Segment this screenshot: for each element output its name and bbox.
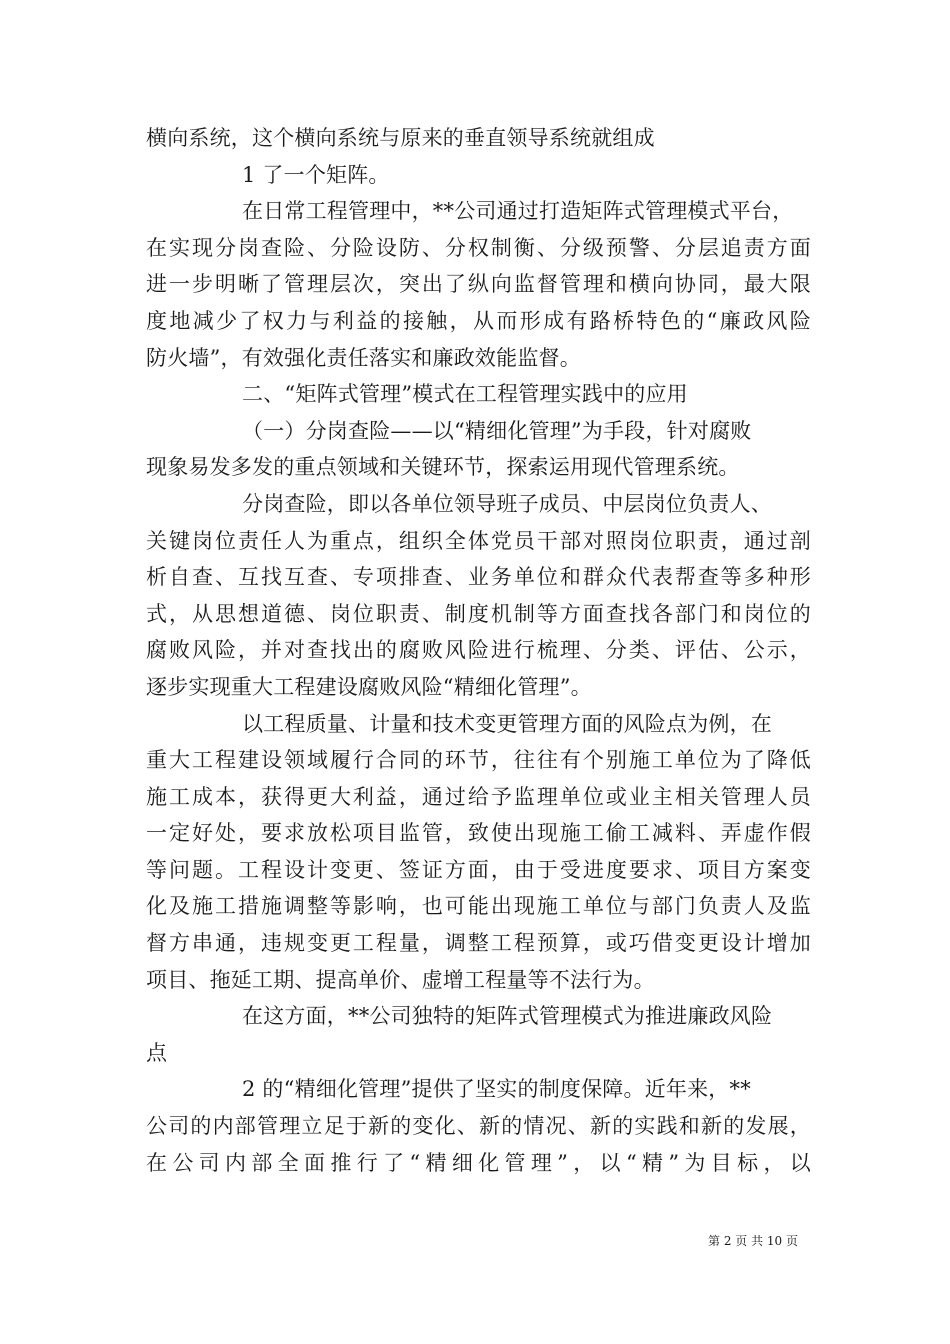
text-line: 二、“矩阵式管理”模式在工程管理实践中的应用 <box>242 382 688 407</box>
text-line: 在这方面，**公司独特的矩阵式管理模式为推进廉政风险 <box>242 1004 773 1029</box>
text-line: 施工成本，获得更大利益，通过给予监理单位或业主相关管理人员 <box>146 784 811 809</box>
text-line: 项目、拖延工期、提高单价、虚增工程量等不法行为。 <box>146 967 655 992</box>
text-line: 现象易发多发的重点领域和关键环节，探索运用现代管理系统。 <box>146 455 740 480</box>
text-line: 以工程质量、计量和技术变更管理方面的风险点为例，在 <box>242 711 772 736</box>
text-line: 公司的内部管理立足于新的变化、新的情况、新的实践和新的发展， <box>146 1114 811 1139</box>
text-line: 度地减少了权力与利益的接触，从而形成有路桥特色的“廉政风险 <box>146 308 811 333</box>
text-line: 化及施工措施调整等影响，也可能出现施工单位与部门负责人及监 <box>146 894 811 919</box>
text-line: 督方串通，违规变更工程量，调整工程预算，或巧借变更设计增加 <box>146 931 811 956</box>
text-line: 等问题。工程设计变更、签证方面，由于受进度要求、项目方案变 <box>146 857 811 882</box>
text-line: 关键岗位责任人为重点，组织全体党员干部对照岗位职责，通过剖 <box>146 528 811 553</box>
text-line: 一定好处，要求放松项目监管，致使出现施工偷工减料、弄虚作假 <box>146 821 811 846</box>
text-line: 析自查、互找互查、专项排查、业务单位和群众代表帮查等多种形 <box>146 565 811 590</box>
page-number-footer: 第 2 页 共 10 页 <box>708 1234 798 1248</box>
document-body <box>146 120 811 1181</box>
text-line: 进一步明晰了管理层次，突出了纵向监督管理和横向协同，最大限 <box>146 272 811 297</box>
text-line: 2 的“精细化管理”提供了坚实的制度保障。近年来，** <box>242 1077 751 1102</box>
text-line: 分岗查险，即以各单位领导班子成员、中层岗位负责人、 <box>242 491 772 516</box>
text-line: 腐败风险，并对查找出的腐败风险进行梳理、分类、评估、公示， <box>146 638 811 663</box>
text-line: 1 了一个矩阵。 <box>242 162 390 187</box>
text-line: 重大工程建设领域履行合同的环节，往往有个别施工单位为了降低 <box>146 748 811 773</box>
text-line: 式，从思想道德、岗位职责、制度机制等方面查找各部门和岗位的 <box>146 601 811 626</box>
text-line: 横向系统，这个横向系统与原来的垂直领导系统就组成 <box>146 126 655 150</box>
text-line: （一）分岗查险——以“精细化管理”为手段，针对腐败 <box>242 418 752 443</box>
text-line: 逐步实现重大工程建设腐败风险“精细化管理”。 <box>146 674 592 699</box>
text-line: 防火墙”，有效强化责任落实和廉政效能监督。 <box>146 345 581 370</box>
text-line: 点 <box>146 1040 168 1065</box>
text-line: 在日常工程管理中，**公司通过打造矩阵式管理模式平台， <box>242 199 794 224</box>
text-line: 在实现分岗查险、分险设防、分权制衡、分级预警、分层追责方面 <box>146 235 811 260</box>
text-line: 在公司内部全面推行了“精细化管理”，以“精”为目标，以 <box>146 1150 811 1175</box>
